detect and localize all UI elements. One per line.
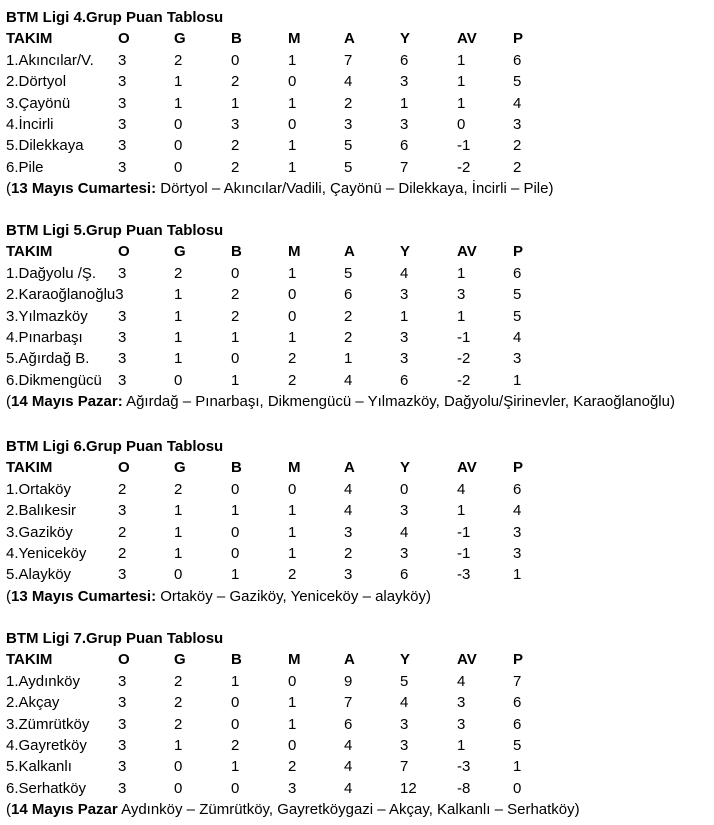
stat-cell: 2: [231, 307, 240, 325]
stat-cell: 1: [400, 307, 409, 325]
team-name: 4.Yeniceköy: [6, 544, 87, 562]
column-header: Y: [400, 651, 411, 669]
stat-cell: 0: [288, 736, 297, 754]
stat-cell: 3: [400, 736, 409, 754]
stat-cell: 5: [513, 736, 522, 754]
stat-cell: 1: [288, 715, 297, 733]
stat-cell: 4: [457, 672, 466, 690]
table-row: [6, 306, 710, 327]
table-row: [6, 370, 710, 391]
stat-cell: 6: [344, 286, 353, 304]
stat-cell: 5: [344, 158, 353, 176]
stat-cell: 1: [231, 566, 240, 584]
stat-cell: 1: [174, 502, 183, 520]
stat-cell: 1: [174, 544, 183, 562]
team-name: 6.Pile: [6, 158, 44, 176]
stat-cell: 1: [457, 264, 466, 282]
stat-cell: 2: [174, 51, 183, 69]
stat-cell: 4: [400, 694, 409, 712]
stat-cell: 1: [288, 264, 297, 282]
table-row: [6, 522, 710, 543]
stat-cell: 3: [400, 350, 409, 368]
fixture-matches: Ağırdağ – Pınarbaşı, Dikmengücü – Yılmazköy, Dağyolu/Şirinevler, Karaoğlanoğlu): [122, 393, 675, 411]
stat-cell: 3: [118, 371, 127, 389]
stat-cell: 5: [400, 672, 409, 690]
stat-cell: 6: [400, 137, 409, 155]
team-name: 3.Gaziköy: [6, 523, 73, 541]
stat-cell: 0: [174, 137, 183, 155]
table-row: [6, 157, 710, 178]
stat-cell: 0: [174, 371, 183, 389]
stat-cell: 1: [457, 94, 466, 112]
stat-cell: 2: [288, 758, 297, 776]
fixture-note: [6, 178, 710, 199]
stat-cell: 2: [288, 371, 297, 389]
stat-cell: 3: [118, 73, 127, 91]
table-row: [6, 284, 710, 305]
note-open-paren: (: [6, 587, 11, 605]
column-header: P: [513, 459, 524, 477]
stat-cell: 1: [457, 307, 466, 325]
stat-cell: 6: [513, 480, 522, 498]
team-name: 1.Ortaköy: [6, 480, 72, 498]
stat-cell: 0: [174, 115, 183, 133]
stat-cell: -1: [457, 544, 471, 562]
stat-cell: 1: [288, 137, 297, 155]
stat-cell: 2: [344, 328, 353, 346]
stat-cell: 3: [513, 523, 522, 541]
stat-cell: 2: [118, 480, 127, 498]
stat-cell: 4: [344, 736, 353, 754]
stat-cell: 6: [400, 566, 409, 584]
stat-cell: 1: [231, 371, 240, 389]
column-header: A: [344, 30, 355, 48]
stat-cell: 3: [118, 115, 127, 133]
stat-cell: 7: [400, 758, 409, 776]
stat-cell: 3: [231, 115, 240, 133]
stat-cell: 0: [288, 307, 297, 325]
table-row: [6, 327, 710, 348]
column-header: O: [118, 651, 130, 669]
stat-cell: 6: [513, 51, 522, 69]
column-header: TAKIM: [6, 651, 53, 669]
stat-cell: 12: [400, 779, 417, 797]
stat-cell: 3: [344, 115, 353, 133]
stat-cell: 4: [513, 502, 522, 520]
stat-cell: 1: [513, 758, 522, 776]
fixture-matches: Dörtyol – Akıncılar/Vadili, Çayönü – Dilekkaya, İncirli – Pile): [156, 180, 554, 198]
column-header: A: [344, 651, 355, 669]
stat-cell: 2: [231, 286, 240, 304]
team-name: 2.Balıkesir: [6, 502, 77, 520]
stat-cell: 3: [118, 94, 127, 112]
stat-cell: 0: [288, 672, 297, 690]
stat-cell: 0: [231, 51, 240, 69]
column-header: TAKIM: [6, 30, 53, 48]
stat-cell: 3: [118, 672, 127, 690]
stat-cell: 2: [288, 350, 297, 368]
team-name: 2.Karaoğlanoğlu3: [6, 286, 124, 304]
column-header: Y: [400, 30, 411, 48]
stat-cell: 4: [344, 779, 353, 797]
stat-cell: 7: [344, 694, 353, 712]
stat-cell: 0: [231, 779, 240, 797]
stat-cell: 2: [344, 94, 353, 112]
stat-cell: 3: [400, 715, 409, 733]
column-header: B: [231, 30, 242, 48]
stat-cell: 3: [118, 51, 127, 69]
stat-cell: 3: [288, 779, 297, 797]
team-name: 5.Kalkanlı: [6, 758, 72, 776]
stat-cell: 3: [513, 115, 522, 133]
stat-cell: 3: [118, 137, 127, 155]
column-header: P: [513, 651, 524, 669]
stat-cell: 4: [513, 328, 522, 346]
column-header: P: [513, 30, 524, 48]
stat-cell: 3: [400, 502, 409, 520]
table-row: [6, 114, 710, 135]
stat-cell: 3: [118, 350, 127, 368]
table-row: [6, 500, 710, 521]
stat-cell: 1: [288, 328, 297, 346]
stat-cell: 1: [231, 672, 240, 690]
column-header: G: [174, 30, 186, 48]
stat-cell: 3: [400, 286, 409, 304]
stat-cell: 1: [344, 350, 353, 368]
stat-cell: 5: [513, 307, 522, 325]
note-open-paren: (: [6, 180, 11, 198]
stat-cell: 2: [231, 736, 240, 754]
stat-cell: 6: [513, 715, 522, 733]
stat-cell: 7: [513, 672, 522, 690]
column-header: G: [174, 243, 186, 261]
stat-cell: 2: [344, 544, 353, 562]
stat-cell: 4: [344, 502, 353, 520]
table-row: [6, 692, 710, 713]
fixture-note: [6, 799, 710, 820]
stat-cell: 1: [174, 328, 183, 346]
group-title: BTM Ligi 7.Grup Puan Tablosu: [6, 630, 224, 647]
team-name: 2.Dörtyol: [6, 73, 67, 91]
stat-cell: 0: [513, 779, 522, 797]
stat-cell: 3: [457, 286, 466, 304]
stat-cell: 4: [344, 371, 353, 389]
stat-cell: 2: [513, 137, 522, 155]
column-header: B: [231, 243, 242, 261]
stat-cell: 3: [118, 158, 127, 176]
stat-cell: 0: [288, 480, 297, 498]
stat-cell: 1: [288, 523, 297, 541]
stat-cell: 1: [231, 94, 240, 112]
table-row: [6, 263, 710, 284]
stat-cell: 4: [344, 73, 353, 91]
stat-cell: 4: [513, 94, 522, 112]
stat-cell: 3: [118, 694, 127, 712]
stat-cell: 0: [288, 73, 297, 91]
column-header: M: [288, 459, 301, 477]
stat-cell: 4: [400, 523, 409, 541]
table-row: [6, 671, 710, 692]
group-table: [6, 7, 710, 200]
stat-cell: 1: [174, 73, 183, 91]
fixture-date: 13 Mayıs Cumartesi:: [11, 180, 157, 198]
stat-cell: 3: [457, 715, 466, 733]
group-title: BTM Ligi 6.Grup Puan Tablosu: [6, 438, 224, 455]
stat-cell: 0: [174, 566, 183, 584]
table-row: [6, 778, 710, 799]
team-name: 2.Akçay: [6, 694, 60, 712]
table-header: [6, 457, 710, 478]
team-name: 4.Gayretköy: [6, 736, 87, 754]
column-header: Y: [400, 243, 411, 261]
stat-cell: 3: [118, 758, 127, 776]
team-name: 4.Pınarbaşı: [6, 328, 83, 346]
stat-cell: 0: [288, 115, 297, 133]
stat-cell: 1: [231, 502, 240, 520]
team-name: 3.Yılmazköy: [6, 307, 88, 325]
stat-cell: 0: [231, 544, 240, 562]
stat-cell: -8: [457, 779, 471, 797]
stat-cell: 0: [231, 694, 240, 712]
column-header: G: [174, 651, 186, 669]
stat-cell: 2: [513, 158, 522, 176]
table-row: [6, 71, 710, 92]
stat-cell: -2: [457, 371, 471, 389]
fixture-note: [6, 586, 710, 607]
stat-cell: 2: [174, 264, 183, 282]
stat-cell: 7: [344, 51, 353, 69]
stat-cell: 6: [400, 51, 409, 69]
column-header: TAKIM: [6, 459, 53, 477]
team-name: 3.Zümrütköy: [6, 715, 90, 733]
note-open-paren: (: [6, 393, 11, 411]
column-header: A: [344, 459, 355, 477]
fixture-date: 14 Mayıs Pazar: [11, 801, 118, 819]
stat-cell: 1: [174, 350, 183, 368]
column-header: B: [231, 459, 242, 477]
column-header: AV: [457, 243, 477, 261]
stat-cell: 0: [174, 158, 183, 176]
stat-cell: 1: [174, 94, 183, 112]
stat-cell: 0: [231, 480, 240, 498]
stat-cell: 3: [400, 544, 409, 562]
table-header: [6, 28, 710, 49]
table-row: [6, 756, 710, 777]
fixture-date: 14 Mayıs Pazar:: [11, 393, 123, 411]
stat-cell: 4: [344, 480, 353, 498]
stat-cell: 3: [118, 779, 127, 797]
column-header: P: [513, 243, 524, 261]
fixture-note: [6, 391, 710, 412]
column-header: G: [174, 459, 186, 477]
stat-cell: 2: [174, 715, 183, 733]
team-name: 1.Aydınköy: [6, 672, 80, 690]
group-table: [6, 628, 710, 821]
stat-cell: 2: [231, 158, 240, 176]
team-name: 6.Serhatköy: [6, 779, 87, 797]
column-header: B: [231, 651, 242, 669]
fixture-matches: Aydınköy – Zümrütköy, Gayretköygazi – Akçay, Kalkanlı – Serhatköy): [117, 801, 580, 819]
table-row: [6, 50, 710, 71]
stat-cell: 0: [174, 758, 183, 776]
group-title: BTM Ligi 5.Grup Puan Tablosu: [6, 222, 224, 239]
stat-cell: 1: [457, 51, 466, 69]
stat-cell: -1: [457, 328, 471, 346]
stat-cell: 1: [400, 94, 409, 112]
column-header: AV: [457, 651, 477, 669]
stat-cell: -2: [457, 350, 471, 368]
team-name: 4.İncirli: [6, 115, 54, 133]
stat-cell: 0: [231, 523, 240, 541]
stat-cell: 4: [457, 480, 466, 498]
stat-cell: -2: [457, 158, 471, 176]
stat-cell: 0: [231, 715, 240, 733]
table-row: [6, 93, 710, 114]
stat-cell: 1: [513, 566, 522, 584]
column-header: M: [288, 243, 301, 261]
table-row: [6, 348, 710, 369]
stat-cell: 2: [344, 307, 353, 325]
stat-cell: 1: [513, 371, 522, 389]
stat-cell: 1: [288, 544, 297, 562]
stat-cell: 3: [344, 523, 353, 541]
stat-cell: 6: [400, 371, 409, 389]
column-header: AV: [457, 459, 477, 477]
team-name: 1.Akıncılar/V.: [6, 51, 94, 69]
team-name: 6.Dikmengücü: [6, 371, 102, 389]
stat-cell: 2: [118, 523, 127, 541]
group-title: BTM Ligi 4.Grup Puan Tablosu: [6, 9, 224, 26]
stat-cell: 1: [457, 502, 466, 520]
team-name: 5.Alayköy: [6, 566, 72, 584]
stat-cell: 2: [174, 480, 183, 498]
table-row: [6, 479, 710, 500]
stat-cell: 2: [231, 73, 240, 91]
stat-cell: 3: [118, 264, 127, 282]
table-row: [6, 714, 710, 735]
note-open-paren: (: [6, 801, 11, 819]
stat-cell: 0: [457, 115, 466, 133]
stat-cell: 1: [288, 502, 297, 520]
team-name: 5.Dilekkaya: [6, 137, 84, 155]
stat-cell: -3: [457, 758, 471, 776]
column-header: M: [288, 651, 301, 669]
stat-cell: 3: [118, 566, 127, 584]
stat-cell: 9: [344, 672, 353, 690]
column-header: A: [344, 243, 355, 261]
stat-cell: 5: [344, 137, 353, 155]
stat-cell: 1: [231, 328, 240, 346]
stat-cell: 4: [400, 264, 409, 282]
stat-cell: 2: [174, 694, 183, 712]
column-header: O: [118, 459, 130, 477]
stat-cell: 5: [344, 264, 353, 282]
column-header: AV: [457, 30, 477, 48]
column-header: Y: [400, 459, 411, 477]
stat-cell: 5: [513, 73, 522, 91]
stat-cell: 6: [344, 715, 353, 733]
stat-cell: 1: [174, 736, 183, 754]
fixture-date: 13 Mayıs Cumartesi:: [11, 587, 157, 605]
stat-cell: 0: [231, 350, 240, 368]
stat-cell: 3: [457, 694, 466, 712]
stat-cell: 3: [118, 328, 127, 346]
team-name: 1.Dağyolu /Ş.: [6, 264, 97, 282]
stat-cell: -3: [457, 566, 471, 584]
stat-cell: -1: [457, 523, 471, 541]
stat-cell: 0: [231, 264, 240, 282]
stat-cell: 0: [288, 286, 297, 304]
stat-cell: 1: [174, 307, 183, 325]
stat-cell: 5: [513, 286, 522, 304]
column-header: O: [118, 243, 130, 261]
group-table: [6, 220, 710, 413]
fixture-matches: Ortaköy – Gaziköy, Yeniceköy – alayköy): [156, 587, 431, 605]
stat-cell: 4: [344, 758, 353, 776]
team-name: 5.Ağırdağ B.: [6, 350, 90, 368]
stat-cell: 1: [174, 286, 183, 304]
stat-cell: 1: [174, 523, 183, 541]
stat-cell: 6: [513, 264, 522, 282]
table-row: [6, 543, 710, 564]
table-row: [6, 735, 710, 756]
column-header: O: [118, 30, 130, 48]
stat-cell: 1: [288, 94, 297, 112]
stat-cell: 1: [288, 158, 297, 176]
stat-cell: 3: [513, 544, 522, 562]
table-header: [6, 649, 710, 670]
stat-cell: 0: [174, 779, 183, 797]
stat-cell: 3: [118, 307, 127, 325]
stat-cell: 2: [231, 137, 240, 155]
stat-cell: 1: [288, 694, 297, 712]
stat-cell: 3: [400, 73, 409, 91]
stat-cell: 3: [118, 715, 127, 733]
stat-cell: 2: [174, 672, 183, 690]
column-header: TAKIM: [6, 243, 53, 261]
stat-cell: 3: [344, 566, 353, 584]
column-header: M: [288, 30, 301, 48]
stat-cell: 2: [288, 566, 297, 584]
stat-cell: 7: [400, 158, 409, 176]
table-row: [6, 564, 710, 585]
stat-cell: 3: [400, 115, 409, 133]
stat-cell: -1: [457, 137, 471, 155]
stat-cell: 2: [118, 544, 127, 562]
stat-cell: 1: [457, 736, 466, 754]
table-header: [6, 241, 710, 262]
table-row: [6, 135, 710, 156]
stat-cell: 1: [457, 73, 466, 91]
stat-cell: 3: [513, 350, 522, 368]
stat-cell: 6: [513, 694, 522, 712]
group-table: [6, 436, 710, 607]
stat-cell: 3: [118, 736, 127, 754]
stat-cell: 1: [288, 51, 297, 69]
stat-cell: 3: [400, 328, 409, 346]
stat-cell: 0: [400, 480, 409, 498]
team-name: 3.Çayönü: [6, 94, 71, 112]
stat-cell: 1: [231, 758, 240, 776]
stat-cell: 3: [118, 502, 127, 520]
